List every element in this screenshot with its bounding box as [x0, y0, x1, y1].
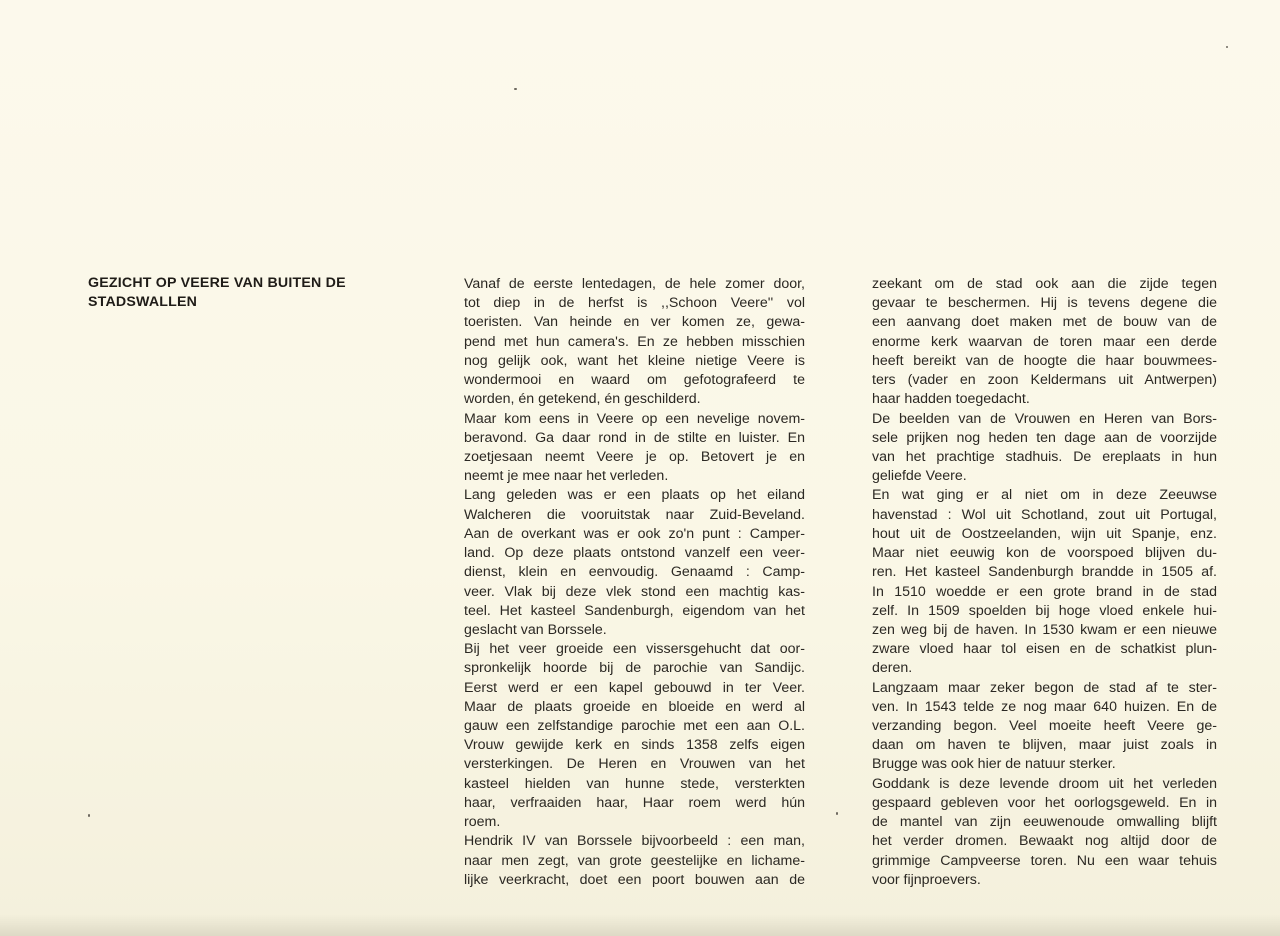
- page-heading: [88, 274, 388, 312]
- text-line: Lang geleden was er een plaats op het eiland: [464, 487, 805, 504]
- text-line: Eerst werd er een kapel gebouwd in ter Veer.: [464, 679, 805, 696]
- text-line: havenstad : Wol uit Schotland, zout uit Portugal,: [872, 506, 1217, 523]
- text-line: daan om haven te blijven, maar juist zoals in: [872, 737, 1217, 754]
- text-line: Langzaam maar zeker begon de stad af te ster-: [872, 679, 1217, 696]
- text-line: Maar niet eeuwig kon de voorspoed blijven du-: [872, 545, 1217, 562]
- text-column-left: [464, 275, 805, 890]
- text-line: Maar kom eens in Veere op een nevelige novem-: [464, 410, 805, 427]
- text-line: zoetjesaan neemt Veere je op. Betovert je en: [464, 448, 805, 465]
- text-line: worden, én getekend, én geschilderd.: [464, 391, 701, 408]
- text-line: tot diep in de herfst is ,,Schoon Veere'' vol: [464, 295, 805, 312]
- text-line: voor fijnproevers.: [872, 871, 981, 888]
- text-line: gauw een zelfstandige parochie met een aan O.L.: [464, 718, 805, 735]
- text-line: pend met hun camera's. En ze hebben misschien: [464, 333, 805, 350]
- text-line: En wat ging er al niet om in deze Zeeuwse: [872, 487, 1217, 504]
- text-line: sele prijken nog heden ten dage aan de voorzijde: [872, 429, 1217, 446]
- text-line: lijke veerkracht, doet een poort bouwen aan de: [464, 871, 805, 888]
- text-line: toeristen. Van heinde en ver komen ze, gewa-: [464, 314, 805, 331]
- heading-line: GEZICHT OP VEERE VAN BUITEN DE: [88, 275, 346, 291]
- text-line: wondermooi en waard om gefotografeerd te: [464, 372, 805, 389]
- text-line: geslacht van Borssele.: [464, 621, 607, 638]
- text-line: haar, verfraaiden haar, Haar roem werd hún: [464, 794, 805, 811]
- text-line: van het prachtige stadhuis. De ereplaats in hun: [872, 448, 1217, 465]
- text-line: roem.: [464, 814, 501, 831]
- text-line: zeekant om de stad ook aan die zijde tegen: [872, 276, 1217, 292]
- text-line: Vrouw gewijde kerk en sinds 1358 zelfs eigen: [464, 737, 805, 754]
- text-line: Vanaf de eerste lentedagen, de hele zomer door,: [464, 276, 805, 292]
- text-line: geliefde Veere.: [872, 468, 967, 485]
- text-line: gespaard gebleven voor het oorlogsgeweld. En in: [872, 794, 1217, 811]
- text-line: Aan de overkant was er ook zo'n punt : Camper-: [464, 525, 805, 542]
- text-line: naar men zegt, van grote geestelijke en lichame-: [464, 852, 805, 869]
- text-line: kasteel hielden van hunne stede, versterkten: [464, 775, 805, 792]
- text-line: dienst, klein en eenvoudig. Genaamd : Camp-: [464, 564, 805, 581]
- text-line: zen weg bij de haven. In 1530 kwam er een nieuwe: [872, 621, 1217, 638]
- text-line: In 1510 woedde er een grote brand in de stad: [872, 583, 1217, 600]
- text-line: haar hadden toegedacht.: [872, 391, 1030, 408]
- text-line: ren. Het kasteel Sandenburgh brandde in 1505 af.: [872, 564, 1217, 581]
- text-line: hout uit de Oostzeelanden, wijn uit Spanje, enz.: [872, 525, 1217, 542]
- text-line: Bij het veer groeide een vissersgehucht dat oor-: [464, 641, 805, 658]
- text-line: Brugge was ook hier de natuur sterker.: [872, 756, 1116, 773]
- text-line: ters (vader en zoon Keldermans uit Antwerpen): [872, 372, 1217, 389]
- text-line: De beelden van de Vrouwen en Heren van Bors-: [872, 410, 1217, 427]
- text-line: verzanding begon. Veel moeite heeft Veere ge-: [872, 718, 1217, 735]
- paper-speck: [514, 88, 517, 90]
- heading-line: STADSWALLEN: [88, 294, 198, 310]
- text-line: een aanvang doet maken met de bouw van de: [872, 314, 1217, 331]
- text-column-right: [872, 275, 1217, 890]
- text-line: nog gelijk ook, want het kleine nietige Veere is: [464, 352, 805, 369]
- text-line: spronkelijk hoorde bij de parochie van Sandijc.: [464, 660, 805, 677]
- paper-speck: [88, 814, 90, 817]
- text-line: gevaar te beschermen. Hij is tevens degene die: [872, 295, 1217, 312]
- text-line: land. Op deze plaats ontstond vanzelf een veer-: [464, 545, 805, 562]
- text-line: deren.: [872, 660, 913, 677]
- page-bottom-edge: [0, 914, 1280, 936]
- text-line: neemt je mee naar het verleden.: [464, 468, 669, 485]
- text-line: Maar de plaats groeide en bloeide en werd al: [464, 698, 805, 715]
- paper-speck: [836, 812, 838, 815]
- text-line: het verder dromen. Bewaakt nog altijd door de: [872, 833, 1217, 850]
- text-line: Goddank is deze levende droom uit het verleden: [872, 775, 1217, 792]
- text-line: teel. Het kasteel Sandenburgh, eigendom van het: [464, 602, 805, 619]
- paper-speck: [1226, 46, 1228, 48]
- text-line: veer. Vlak bij deze vlek stond een machtig kas-: [464, 583, 805, 600]
- text-line: Hendrik IV van Borssele bijvoorbeeld : een man,: [464, 833, 805, 850]
- text-line: zware vloed haar tol eisen en de schatkist plun-: [872, 641, 1217, 658]
- text-line: enorme kerk waarvan de toren maar een derde: [872, 333, 1217, 350]
- text-line: beravond. Ga daar rond in de stilte en luister. En: [464, 429, 805, 446]
- text-line: Walcheren die vooruitstak naar Zuid-Beveland.: [464, 506, 805, 523]
- text-line: zelf. In 1509 spoelden bij hoge vloed enkele hui-: [872, 602, 1217, 619]
- text-line: de mantel van zijn eeuwenoude omwalling blijft: [872, 814, 1217, 831]
- text-line: grimmige Campveerse toren. Nu een waar tehuis: [872, 852, 1217, 869]
- text-line: versterkingen. De Heren en Vrouwen van het: [464, 756, 805, 773]
- text-line: heeft bereikt van de hoogte die haar bouwmees-: [872, 352, 1217, 369]
- text-line: ven. In 1543 telde ze nog maar 640 huizen. En de: [872, 698, 1217, 715]
